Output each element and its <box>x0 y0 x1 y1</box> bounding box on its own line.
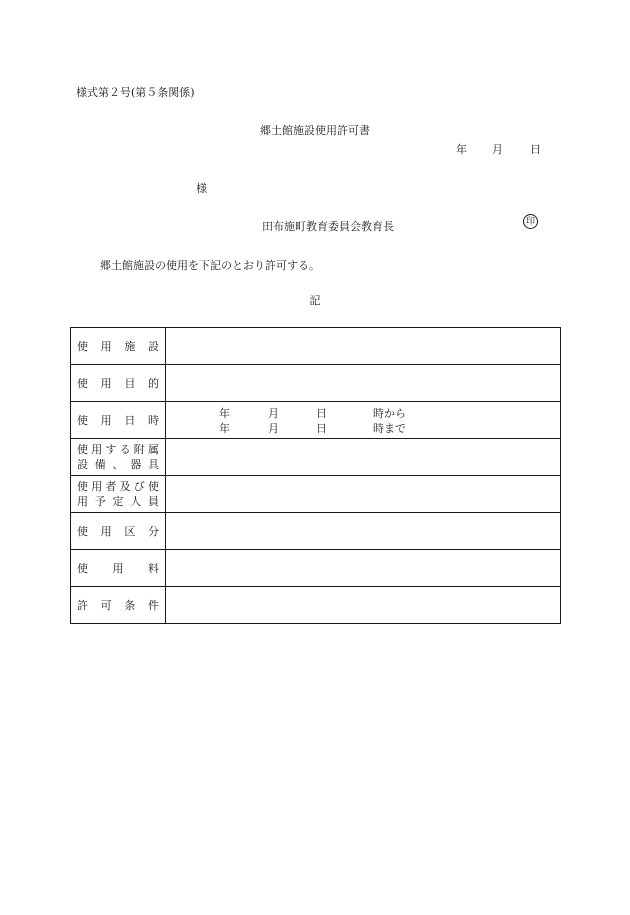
label-char: 料 <box>148 562 159 575</box>
label-spread <box>77 442 159 457</box>
label-char: 具 <box>148 458 159 471</box>
form-number: 様式第２号(第５条関係) <box>76 86 195 99</box>
label-char: 使 <box>77 377 88 390</box>
label-char: 員 <box>148 495 159 508</box>
to-month: 月 <box>268 422 279 435</box>
issuer-name: 田布施町教育委員会教育長 <box>262 220 394 233</box>
category-value <box>166 513 561 550</box>
permit-table <box>70 327 561 624</box>
label-char: 用 <box>100 525 112 538</box>
row-label <box>71 587 166 624</box>
label-char: 設 <box>147 340 159 353</box>
label-char: 及 <box>119 480 131 493</box>
label-spread <box>77 560 159 576</box>
label-char: 時 <box>147 414 159 427</box>
row-label <box>71 550 166 587</box>
label-char: 使 <box>77 340 88 353</box>
from-year: 年 <box>219 407 230 420</box>
equipment-value <box>166 439 561 476</box>
label-char: 用 <box>77 495 88 508</box>
row-label <box>71 402 166 439</box>
datetime-value <box>166 402 561 439</box>
row-label <box>71 365 166 402</box>
label-char: 設 <box>77 458 88 471</box>
label-char: 者 <box>105 480 117 493</box>
label-char: 分 <box>147 525 159 538</box>
label-char: 属 <box>147 443 159 456</box>
label-char: 施 <box>124 340 136 353</box>
from-time: 時から <box>373 407 406 420</box>
label-spread <box>77 375 159 391</box>
table-row <box>71 328 561 365</box>
label-spread <box>77 597 159 613</box>
label-char: 件 <box>147 599 159 612</box>
table-row <box>71 402 561 439</box>
label-char: 、 <box>112 458 124 471</box>
label-spread <box>77 412 159 428</box>
to-year: 年 <box>219 422 230 435</box>
label-char: 可 <box>100 599 112 612</box>
issue-date <box>456 141 541 157</box>
document-title: 郷土館施設使用許可書 <box>260 124 370 137</box>
label-char: 的 <box>147 377 159 390</box>
label-char: 使 <box>147 480 159 493</box>
addressee-suffix: 様 <box>196 182 207 195</box>
label-char: 条 <box>124 599 136 612</box>
fee-value <box>166 550 561 587</box>
label-char: 使 <box>77 443 88 456</box>
from-month: 月 <box>268 407 279 420</box>
to-day: 日 <box>316 422 327 435</box>
label-char: 定 <box>112 495 124 508</box>
table-row <box>71 365 561 402</box>
facility-value <box>166 328 561 365</box>
datetime-from <box>166 405 560 420</box>
label-char: 区 <box>124 525 136 538</box>
label-char: 日 <box>124 414 136 427</box>
label-char: 用 <box>100 340 112 353</box>
label-char: 使 <box>77 480 88 493</box>
issue-date-month: 月 <box>492 143 503 156</box>
label-spread <box>77 479 159 494</box>
datetime-to <box>166 420 560 435</box>
label-char: 使 <box>77 525 88 538</box>
label-char: る <box>119 443 131 456</box>
table-row <box>71 439 561 476</box>
label-char: 備 <box>94 458 106 471</box>
label-char: 用 <box>91 443 103 456</box>
label-char: び <box>133 480 145 493</box>
from-day: 日 <box>316 407 327 420</box>
users-value <box>166 476 561 513</box>
row-label <box>71 476 166 513</box>
label-char: 使 <box>77 562 88 575</box>
label-spread <box>77 338 159 354</box>
label-char: 許 <box>77 599 88 612</box>
note-header: 記 <box>309 294 321 307</box>
label-char: 使 <box>77 414 88 427</box>
row-label <box>71 439 166 476</box>
issue-date-day: 日 <box>530 143 541 156</box>
label-char: 用 <box>112 562 124 575</box>
label-char: 附 <box>133 443 145 456</box>
table-row <box>71 587 561 624</box>
label-spread <box>77 457 159 472</box>
table-row <box>71 550 561 587</box>
permit-statement: 郷土館施設の使用を下記のとおり許可する。 <box>100 259 320 272</box>
label-spread <box>77 523 159 539</box>
label-char: 人 <box>130 495 142 508</box>
purpose-value <box>166 365 561 402</box>
label-char: 予 <box>94 495 106 508</box>
label-spread <box>77 494 159 509</box>
issue-date-year: 年 <box>456 143 467 156</box>
label-char: 器 <box>130 458 142 471</box>
label-char: 用 <box>100 377 112 390</box>
to-time: 時まで <box>373 422 406 435</box>
label-char: 目 <box>124 377 136 390</box>
label-char: 用 <box>91 480 103 493</box>
conditions-value <box>166 587 561 624</box>
row-label <box>71 328 166 365</box>
table-row <box>71 513 561 550</box>
row-label <box>71 513 166 550</box>
seal-mark: 印 <box>523 214 538 229</box>
label-char: す <box>105 443 117 456</box>
table-row <box>71 476 561 513</box>
label-char: 用 <box>100 414 112 427</box>
